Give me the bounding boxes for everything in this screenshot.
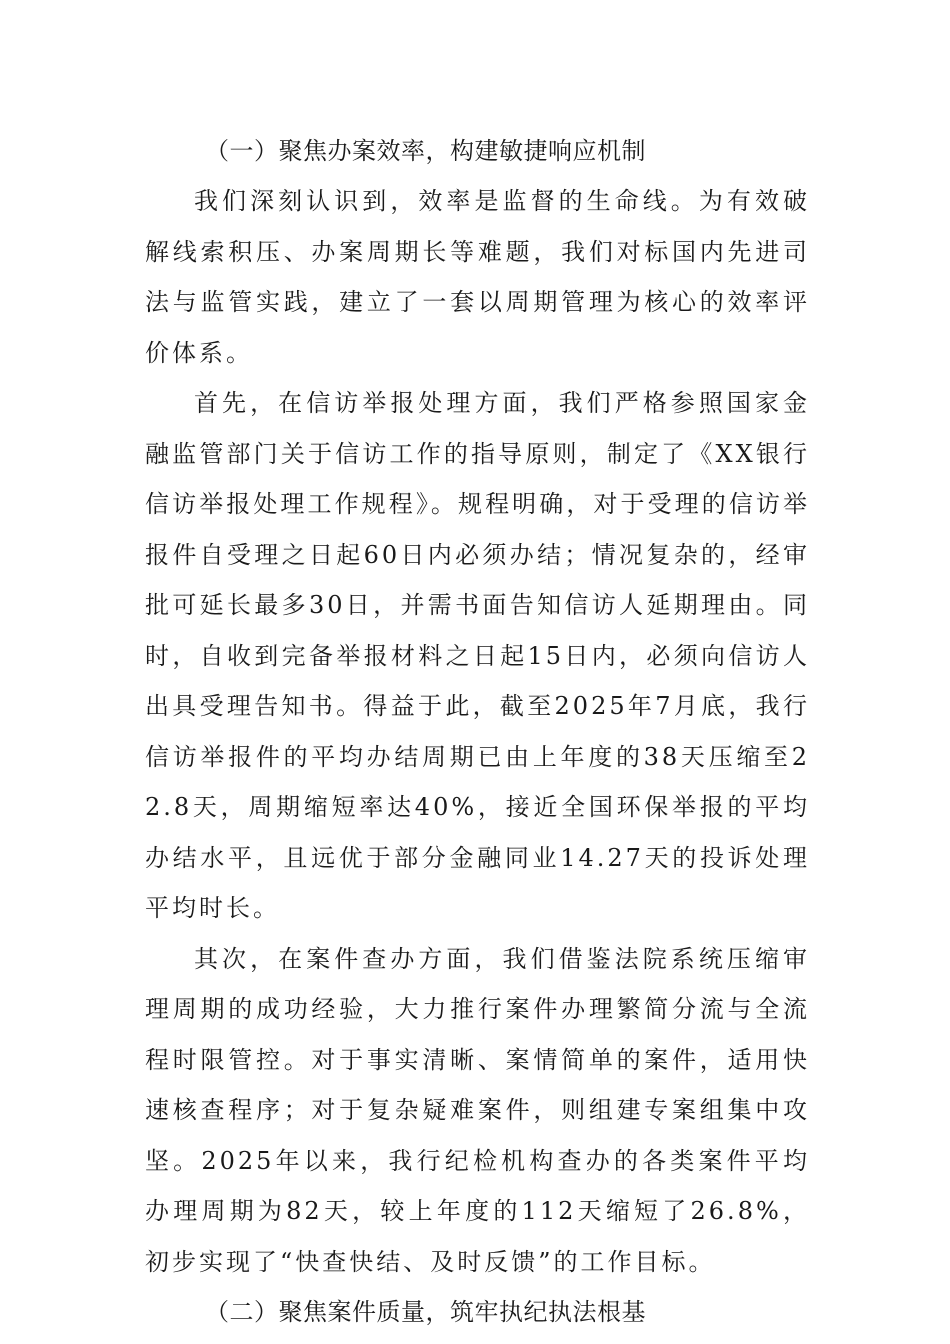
paragraph-2: 首先，在信访举报处理方面，我们严格参照国家金融监管部门关于信访工作的指导原则，制定了《XX银行信访举报处理工作规程》。规程明确，对于受理的信访举报件自受理之日起60日内必须办结；情况复杂的，经审批可延长最多30日，并需书面告知信访人延期理由。同时，自收到完备举报材料之日起15日内，必须向信访人出具受理告知书。得益于此，截至2025年7月底，我行信访举报件的平均办结周期已由上年度的38天压缩至22.8天，周期缩短率达40%，接近全国环保举报的平均办结水平，且远优于部分金融同业14.27天的投诉处理平均时长。 xyxy=(145,389,810,922)
paragraph-3: 其次，在案件查办方面，我们借鉴法院系统压缩审理周期的成功经验，大力推行案件办理繁简分流与全流程时限管控。对于事实清晰、案情简单的案件，适用快速核查程序；对于复杂疑难案件，则组建专案组集中攻坚。2025年以来，我行纪检机构查办的各类案件平均办理周期为82天，较上年度的112天缩短了26.8%，初步实现了“快查快结、及时反馈”的工作目标。 xyxy=(145,944,810,1276)
paragraph-1: 我们深刻认识到，效率是监督的生命线。为有效破解线索积压、办案周期长等难题，我们对标国内先进司法与监管实践，建立了一套以周期管理为核心的效率评价体系。 xyxy=(145,187,810,367)
section-heading-1: （一）聚焦办案效率，构建敏捷响应机制 xyxy=(205,137,646,165)
section-heading-2: （二）聚焦案件质量，筑牢执纪执法根基 xyxy=(205,1298,646,1326)
document-page xyxy=(145,126,810,1337)
